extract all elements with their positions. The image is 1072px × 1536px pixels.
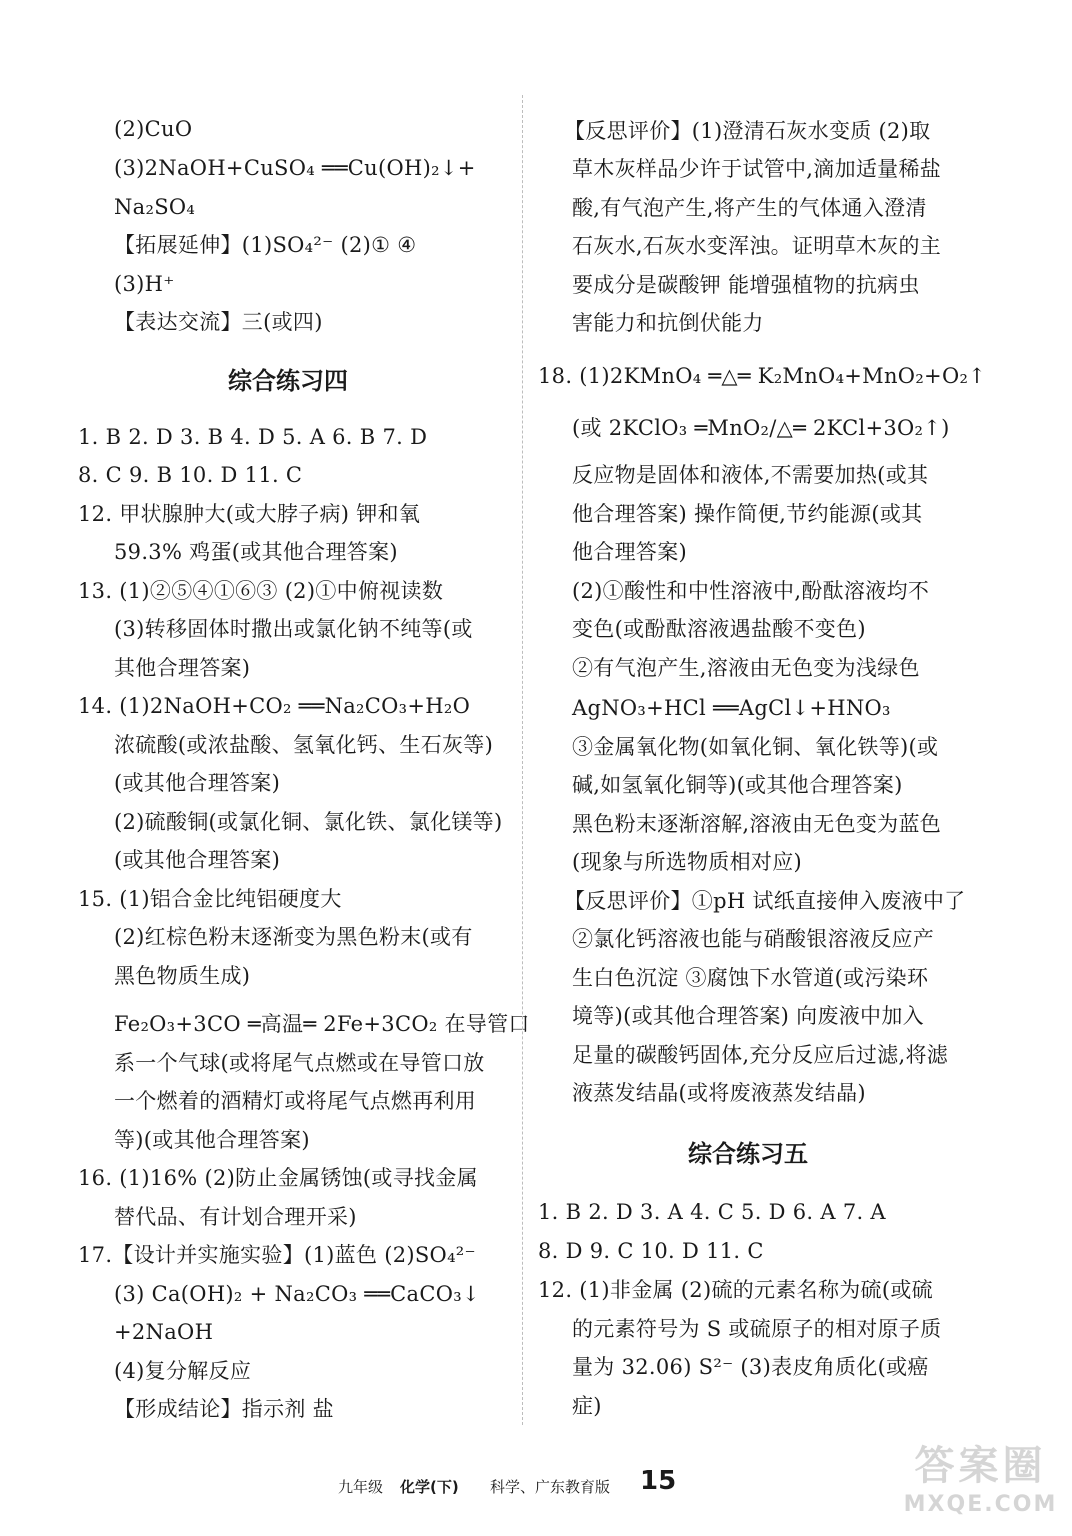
answer-line: 【形成结论】指示剂 盐 (114, 1397, 334, 1421)
answer-line: 15. (1)铝合金比纯铝硬度大 (78, 887, 342, 911)
text-line: 【拓展延伸】(1)SO₄²⁻ (2)① ④ (114, 233, 417, 257)
answer-line: 12. (1)非金属 (2)硫的元素名称为硫(或硫 (538, 1278, 933, 1302)
answer-line: 他合理答案) (572, 540, 687, 564)
answer-line: (或其他合理答案) (114, 848, 281, 872)
section-heading: 综合练习四 (228, 367, 348, 395)
answer-line: 足量的碳酸钙固体,充分反应后过滤,将滤 (572, 1043, 949, 1067)
answer-line: 黑色粉末逐渐溶解,溶液由无色变为蓝色 (572, 812, 942, 836)
answer-line: ③金属氧化物(如氧化铜、氧化铁等)(或 (572, 735, 939, 759)
answer-line: 14. (1)2NaOH+CO₂ ══Na₂CO₃+H₂O (78, 694, 471, 718)
text-line: (3)H⁺ (114, 272, 175, 296)
section-heading: 综合练习五 (688, 1140, 808, 1168)
answer-line: 【反思评价】①pH 试纸直接伸入废液中了 (564, 889, 966, 913)
answer-line: 黑色物质生成) (114, 964, 251, 988)
answer-line: 17.【设计并实施实验】(1)蓝色 (2)SO₄²⁻ (78, 1243, 476, 1267)
answer-line: 生白色沉淀 ③腐蚀下水管道(或污染环 (572, 966, 929, 990)
footer-subject: 化学(下) (400, 1478, 459, 1496)
answer-line: 替代品、有计划合理开采) (114, 1205, 357, 1229)
answer-line: AgNO₃+HCl ══AgCl↓+HNO₃ (572, 696, 891, 720)
answer-line: 碱,如氢氧化铜等)(或其他合理答案) (572, 773, 903, 797)
answer-line: (2)①酸性和中性溶液中,酚酞溶液均不 (572, 579, 930, 603)
answer-line: 浓硫酸(或浓盐酸、氢氧化钙、生石灰等) (114, 733, 494, 757)
text-line: 【反思评价】(1)澄清石灰水变质 (2)取 (564, 119, 931, 143)
answer-line: 18. (1)2KMnO₄ ═△═ K₂MnO₄+MnO₂+O₂↑ (538, 364, 987, 388)
answer-line: Fe₂O₃+3CO ═高温═ 2Fe+3CO₂ 在导管口 (114, 1012, 530, 1036)
answer-line: 其他合理答案) (114, 656, 251, 680)
watermark-logo-text: 答案圈 (914, 1443, 1047, 1489)
answer-line: 8. D 9. C 10. D 11. C (538, 1239, 764, 1263)
footer-edition: 科学、广东教育版 (490, 1478, 611, 1496)
answer-line: (3)转移固体时撒出或氯化钠不纯等(或 (114, 617, 473, 641)
text-line: 石灰水,石灰水变浑浊。证明草木灰的主 (572, 234, 942, 258)
answer-line: 一个燃着的酒精灯或将尾气点燃再利用 (114, 1089, 477, 1113)
column-divider (522, 95, 523, 1425)
text-line: 草木灰样品少许于试管中,滴加适量稀盐 (572, 157, 942, 181)
answer-line: ②有气泡产生,溶液由无色变为浅绿色 (572, 656, 920, 680)
watermark (898, 1440, 1063, 1530)
text-line: 害能力和抗倒伏能力 (572, 311, 764, 335)
answer-line: 的元素符号为 S 或硫原子的相对原子质 (572, 1317, 942, 1341)
answer-line: 13. (1)②⑤④①⑥③ (2)①中俯视读数 (78, 579, 444, 603)
page-number: 15 (640, 1466, 677, 1496)
text-line: 要成分是碳酸钾 能增强植物的抗病虫 (572, 273, 920, 297)
answer-line: 液蒸发结晶(或将废液蒸发结晶) (572, 1081, 866, 1105)
answer-line: 系一个气球(或将尾气点燃或在导管口放 (114, 1051, 485, 1075)
answer-line: 1. B 2. D 3. A 4. C 5. D 6. A 7. A (538, 1200, 886, 1224)
answer-line: ②氯化钙溶液也能与硝酸银溶液反应产 (572, 927, 935, 951)
answer-line: (4)复分解反应 (114, 1359, 252, 1383)
answer-line: 等)(或其他合理答案) (114, 1128, 310, 1152)
answer-line: 他合理答案) 操作简便,节约能源(或其 (572, 502, 923, 526)
answer-line: +2NaOH (114, 1320, 214, 1344)
answer-line: 变色(或酚酞溶液遇盐酸不变色) (572, 617, 866, 641)
answer-line: (或 2KClO₃ ═MnO₂/△═ 2KCl+3O₂↑) (572, 416, 950, 440)
answer-line: (3) Ca(OH)₂ + Na₂CO₃ ══CaCO₃↓ (114, 1282, 480, 1306)
answer-line: 59.3% 鸡蛋(或其他合理答案) (114, 540, 398, 564)
answer-line: 16. (1)16% (2)防止金属锈蚀(或寻找金属 (78, 1166, 478, 1190)
answer-line: 量为 32.06) S²⁻ (3)表皮角质化(或癌 (572, 1355, 929, 1379)
text-line: 【表达交流】三(或四) (114, 310, 323, 334)
text-line: Na₂SO₄ (114, 195, 196, 219)
watermark-url: MXQE.COM (903, 1492, 1058, 1517)
answer-line: 症) (572, 1394, 602, 1418)
answer-line: 12. 甲状腺肿大(或大脖子病) 钾和氧 (78, 502, 421, 526)
answer-line: (2)硫酸铜(或氯化铜、氯化铁、氯化镁等) (114, 810, 503, 834)
answer-line: (2)红棕色粉末逐渐变为黑色粉末(或有 (114, 925, 473, 949)
answer-line: 1. B 2. D 3. B 4. D 5. A 6. B 7. D (78, 425, 428, 449)
text-line: (3)2NaOH+CuSO₄ ══Cu(OH)₂↓+ (114, 156, 476, 180)
text-line: 酸,有气泡产生,将产生的气体通入澄清 (572, 196, 927, 220)
answer-line: 8. C 9. B 10. D 11. C (78, 463, 303, 487)
footer-grade: 九年级 (338, 1478, 384, 1496)
answer-line: (现象与所选物质相对应) (572, 850, 802, 874)
answer-line: 境等)(或其他合理答案) 向废液中加入 (572, 1004, 924, 1028)
text-line: (2)CuO (114, 117, 193, 141)
answer-line: (或其他合理答案) (114, 771, 281, 795)
answer-line: 反应物是固体和液体,不需要加热(或其 (572, 463, 929, 487)
